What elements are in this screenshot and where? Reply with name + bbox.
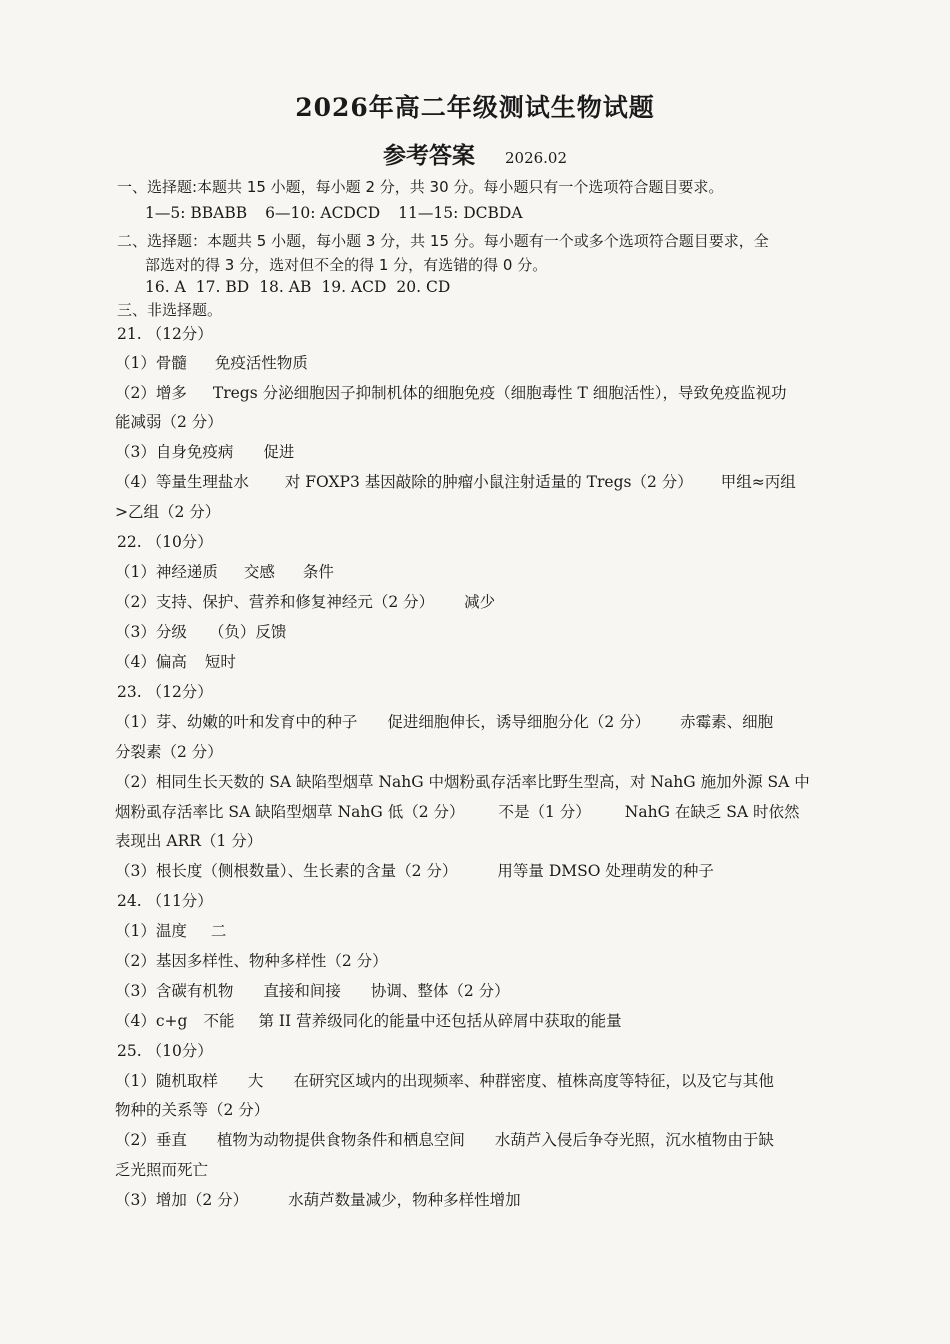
- q24-p2: （2）基因多样性、物种多样性（2 分）: [115, 952, 388, 970]
- q25-p2-line2: 乏光照而死亡: [115, 1161, 209, 1179]
- q23-p3-a: （3）根长度（侧根数量）、生长素的含量（2 分）: [115, 862, 458, 880]
- section2-heading-line2: 部选对的得 3 分，选对但不全的得 1 分，有选错的得 0 分。: [145, 256, 548, 274]
- q23-p1-line1: [115, 711, 773, 733]
- answer-19: 19. ACD: [321, 278, 387, 296]
- q23-p2-line3: 表现出 ARR（1 分）: [115, 832, 263, 850]
- q23-p2-c: NahG 在缺乏 SA 时依然: [624, 803, 800, 821]
- q22-p4: [115, 651, 236, 673]
- q24-p1-a: （1）温度: [115, 922, 187, 940]
- q21-p2-b: Tregs 分泌细胞因子抑制机体的细胞免疫（细胞毒性 T 细胞活性），导致免疫监视功: [212, 384, 787, 402]
- q21-p1-b: 免疫活性物质: [214, 354, 308, 372]
- q22-p1: [115, 561, 334, 583]
- subtitle-text: 参考答案: [382, 142, 475, 169]
- q25-p2-line1: [115, 1129, 774, 1151]
- answer-17: 17. BD: [195, 278, 250, 296]
- q21-p2-line1: [115, 382, 787, 404]
- date-text: 2026.02: [504, 149, 568, 167]
- q23-title: 23. （12分）: [117, 683, 213, 701]
- answer-16: 16. A: [145, 278, 186, 296]
- q21-p1: [115, 352, 308, 374]
- q22-p3-a: （3）分级: [115, 623, 187, 641]
- q22-p3-b: （负）反馈: [208, 623, 287, 641]
- q25-p1-b: 大: [247, 1072, 264, 1090]
- q25-p1-c: 在研究区域内的出现频率、种群密度、植株高度等特征，以及它与其他: [293, 1072, 774, 1090]
- q21-p4-a: （4）等量生理盐水: [115, 473, 249, 491]
- q22-p1-c: 条件: [302, 563, 334, 581]
- q22-p2-b: 减少: [464, 593, 496, 611]
- q21-title: 21. （12分）: [117, 325, 213, 343]
- q25-p2-c: 水葫芦入侵后争夺光照，沉水植物由于缺: [494, 1131, 774, 1149]
- q23-p3-b: 用等量 DMSO 处理萌发的种子: [497, 862, 714, 880]
- q21-p2-line2: 能减弱（2 分）: [115, 413, 223, 431]
- q22-p2: [115, 591, 495, 613]
- answer-1-5: 1—5: BBABB: [145, 204, 248, 222]
- q24-p3-b: 直接和间接: [263, 982, 341, 1000]
- q24-p3: [115, 980, 510, 1002]
- q24-title: 24. （11分）: [117, 892, 213, 910]
- q23-p1-a: （1）芽、幼嫩的叶和发育中的种子: [115, 713, 358, 731]
- q22-p1-a: （1）神经递质: [115, 563, 218, 581]
- q22-p3: [115, 621, 286, 643]
- q23-p2-a: 烟粉虱存活率比 SA 缺陷型烟草 NahG 低（2 分）: [115, 803, 465, 821]
- answer-11-15: 11—15: DCBDA: [398, 204, 523, 222]
- q22-p4-a: （4）偏高: [115, 653, 187, 671]
- q23-p1-b: 促进细胞伸长，诱导细胞分化（2 分）: [387, 713, 651, 731]
- q25-p3-b: 水葫芦数量减少，物种多样性增加: [288, 1191, 521, 1209]
- q21-p4-line2: >乙组（2 分）: [115, 503, 221, 521]
- section2-answers: [145, 276, 450, 298]
- section1-heading: 一、选择题:本题共 15 小题，每小题 2 分，共 30 分。每小题只有一个选项符合题目要求。: [117, 178, 724, 196]
- q24-p1: [115, 920, 226, 942]
- q25-title: 25. （10分）: [117, 1042, 213, 1060]
- answer-18: 18. AB: [259, 278, 312, 296]
- q25-p2-a: （2）垂直: [115, 1131, 187, 1149]
- q24-p4-a: （4）c+g: [115, 1012, 188, 1030]
- section1-answers: [145, 202, 523, 224]
- q23-p1-c: 赤霉素、细胞: [680, 713, 774, 731]
- q21-p4-line1: [115, 471, 796, 493]
- q25-p3: [115, 1189, 521, 1211]
- q24-p3-a: （3）含碳有机物: [115, 982, 234, 1000]
- q23-p2-b: 不是（1 分）: [498, 803, 591, 821]
- q25-p1-line1: [115, 1070, 774, 1092]
- q24-p1-b: 二: [210, 922, 227, 940]
- q24-p3-c: 协调、整体（2 分）: [370, 982, 510, 1000]
- q23-p1-line2: 分裂素（2 分）: [115, 743, 223, 761]
- q21-p2-a: （2）增多: [115, 384, 187, 402]
- q25-p1-a: （1）随机取样: [115, 1072, 218, 1090]
- answer-20: 20. CD: [396, 278, 451, 296]
- q21-p3-a: （3）自身免疫病: [115, 443, 234, 461]
- q21-p1-a: （1）骨髓: [115, 354, 187, 372]
- q23-p3: [115, 860, 714, 882]
- q25-p1-line2: 物种的关系等（2 分）: [115, 1101, 270, 1119]
- q24-p4-b: 不能: [203, 1012, 235, 1030]
- q23-p2-line2: [115, 801, 800, 823]
- q22-title: 22. （10分）: [117, 533, 213, 551]
- section3-heading: 三、非选择题。: [117, 301, 223, 319]
- q21-p3: [115, 441, 294, 463]
- q21-p3-b: 促进: [263, 443, 295, 461]
- answer-6-10: 6—10: ACDCD: [265, 204, 381, 222]
- q24-p4: [115, 1010, 622, 1032]
- page-title: 2026年高二年级测试生物试题: [295, 93, 655, 122]
- q23-p2-line1: （2）相同生长天数的 SA 缺陷型烟草 NahG 中烟粉虱存活率比野生型高，对 NahG 施加外源 SA 中: [115, 773, 810, 791]
- section2-heading-line1: 二、选择题：本题共 5 小题，每小题 3 分，共 15 分。每小题有一个或多个选项符合题目要求，全: [117, 232, 769, 250]
- q25-p3-a: （3）增加（2 分）: [115, 1191, 249, 1209]
- q22-p2-a: （2）支持、保护、营养和修复神经元（2 分）: [115, 593, 435, 611]
- q22-p4-b: 短时: [204, 653, 236, 671]
- q22-p1-b: 交感: [243, 563, 275, 581]
- q24-p4-c: 第 II 营养级同化的能量中还包括从碎屑中获取的能量: [258, 1012, 622, 1030]
- page-subtitle: [0, 137, 950, 170]
- q25-p2-b: 植物为动物提供食物条件和栖息空间: [216, 1131, 465, 1149]
- q21-p4-c: 甲组≈丙组: [720, 473, 796, 491]
- q21-p4-b: 对 FOXP3 基因敲除的肿瘤小鼠注射适量的 Tregs（2 分）: [284, 473, 693, 491]
